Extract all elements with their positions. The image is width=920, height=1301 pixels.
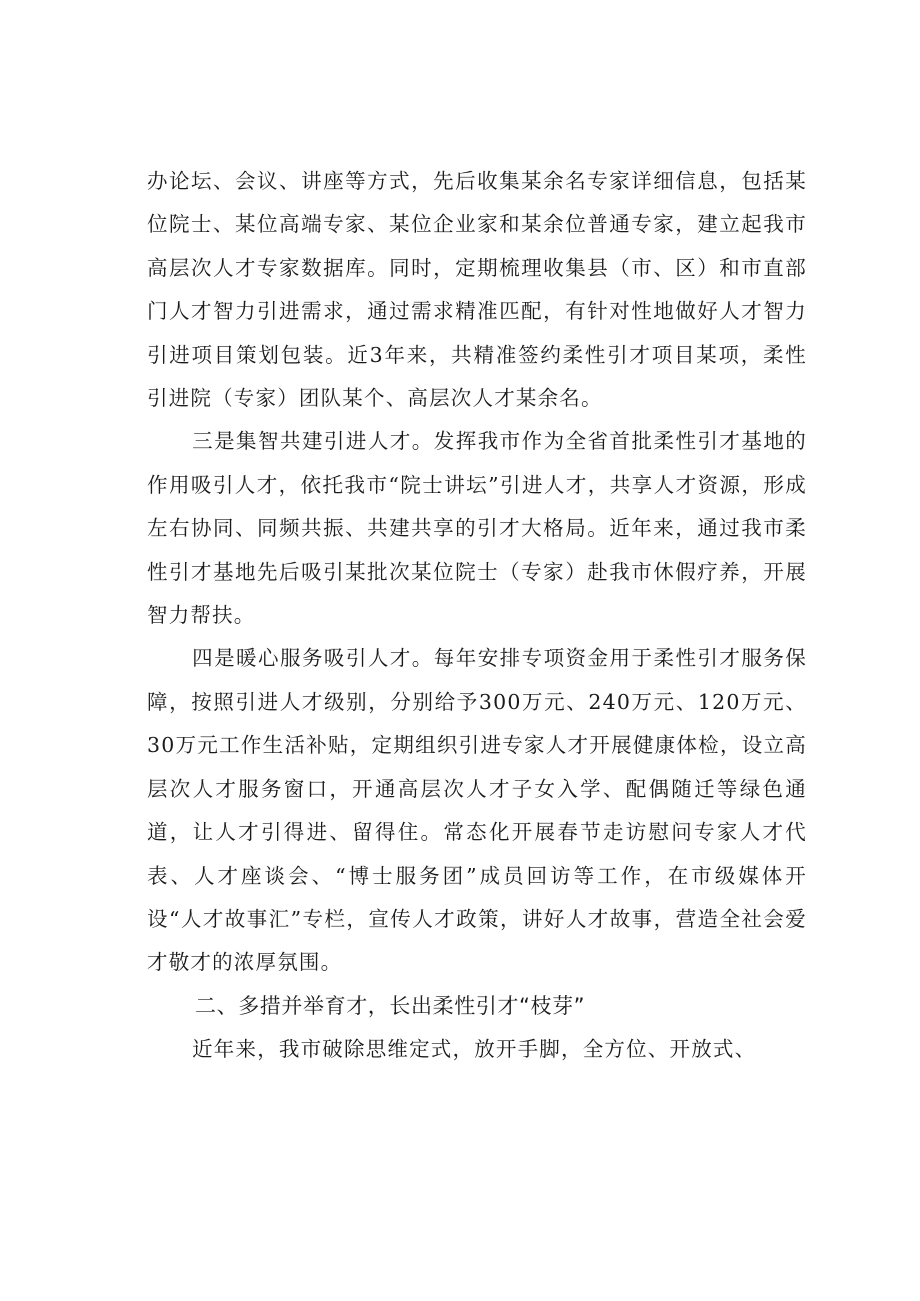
paragraph-section-intro: 近年来，我市破除思维定式，放开手脚，全方位、开放式、 bbox=[192, 1037, 757, 1062]
paragraph-collaborative-introduction: 三是集智共建引进人才。发挥我市作为全省首批柔性引才基地的作用吸引人才，依托我市“院士讲坛”引进人才，共享人才资源，形成左右协同、同频共振、共建共享的引才大格局。近年来，通过我市柔性引才基地先后吸引某批次某位院士（专家）赴我市休假疗养，开展智力帮扶。 bbox=[147, 429, 807, 628]
document-body bbox=[147, 160, 807, 1072]
section-heading: 二、多措并举育才，长出柔性引才“枝芽” bbox=[195, 993, 586, 1018]
paragraph-service-attraction: 四是暖心服务吸引人才。每年安排专项资金用于柔性引才服务保障，按照引进人才级别，分别给予300万元、240万元、120万元、30万元工作生活补贴，定期组织引进专家人才开展健康体检，设立高层次人才服务窗口，开通高层次人才子女入学、配偶随迁等绿色通道，让人才引得进、留得住。常态化开展春节走访慰问专家人才代表、人才座谈会、“博士服务团”成员回访等工作，在市级媒体开设“人才故事汇”专栏，宣传人才政策，讲好人才故事，营造全社会爱才敬才的浓厚氛围。 bbox=[147, 646, 807, 975]
paragraph-talent-database: 办论坛、会议、讲座等方式，先后收集某余名专家详细信息，包括某位院士、某位高端专家、某位企业家和某余位普通专家，建立起我市高层次人才专家数据库。同时，定期梳理收集县（市、区）和市直部门人才智力引进需求，通过需求精准匹配，有针对性地做好人才智力引进项目策划包装。近3年来，共精准签约柔性引才项目某项，柔性引进院（专家）团队某个、高层次人才某余名。 bbox=[147, 169, 807, 411]
